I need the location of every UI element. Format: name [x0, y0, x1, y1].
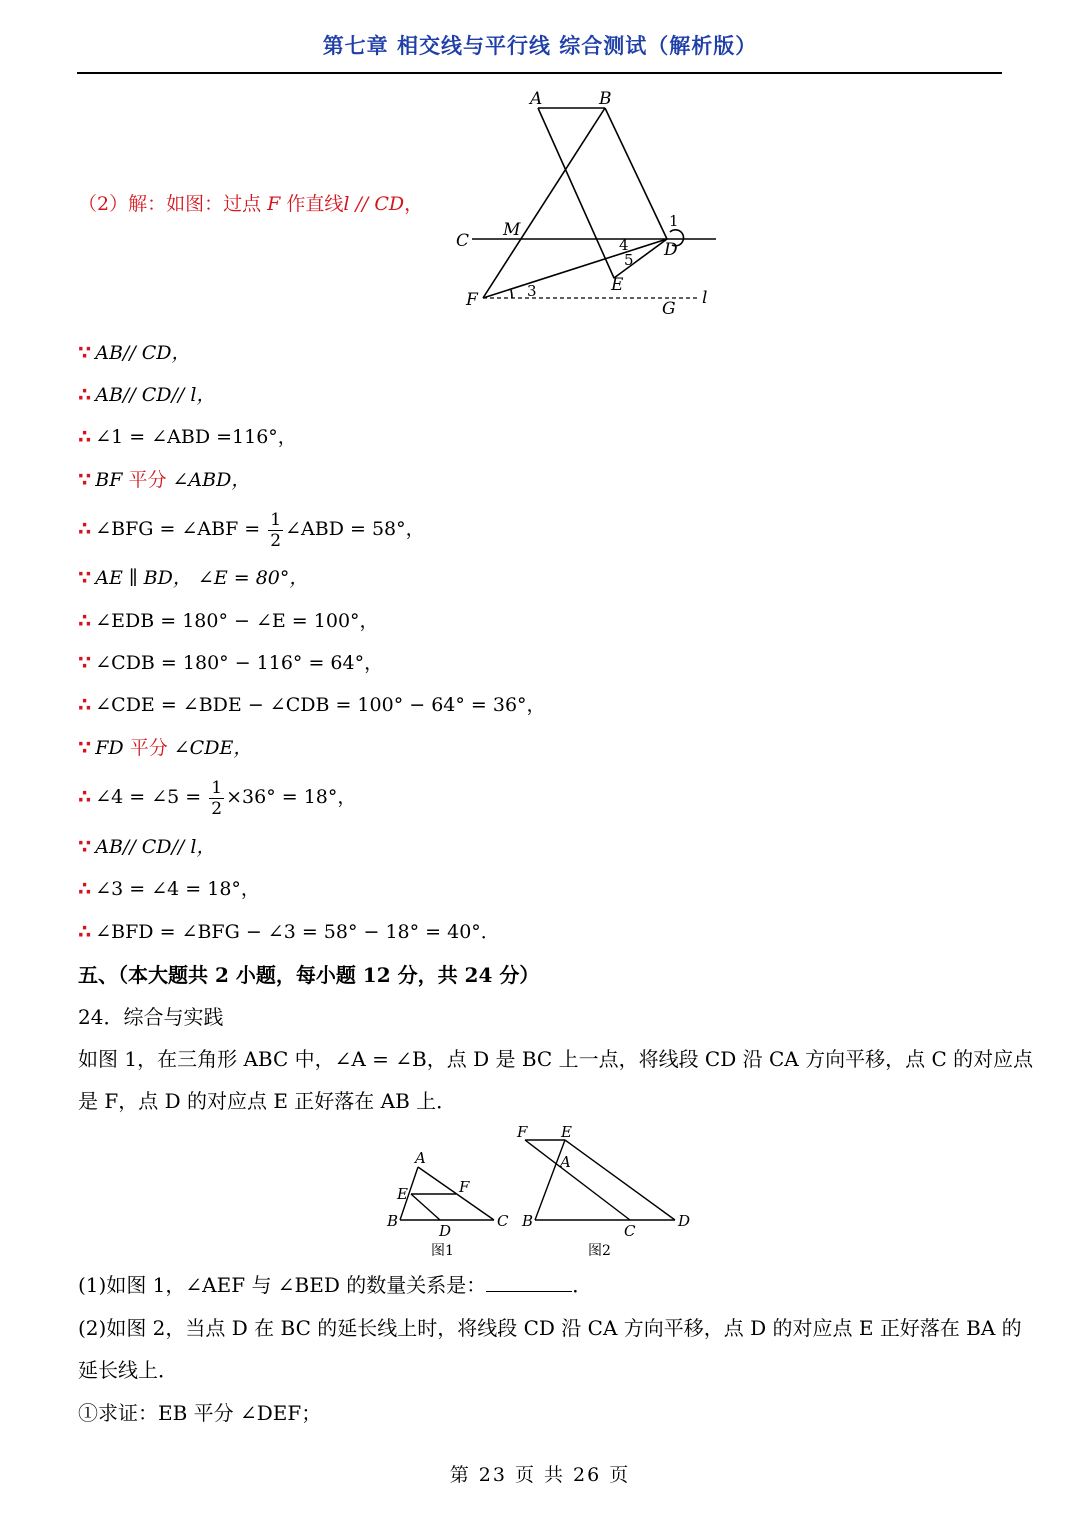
solution-line-1: ∵ AB// CD， [78, 342, 191, 364]
fig2-segment-EB [535, 1140, 565, 1220]
solution-line-11: ∴ ∠4 = ∠5 = $\frac{1}{2}$ ×36° = 18°， [78, 777, 357, 819]
segment-BF [483, 108, 605, 298]
fig1-label-D: D [439, 1222, 452, 1240]
label-A: A [530, 89, 543, 109]
question-24-para-1: 如图 1，在三角形 ABC 中，∠A = ∠B，点 D 是 BC 上一点，将线段 CD 沿 CA 方向平移，点 C 的对应点 [78, 1047, 1034, 1071]
fig2-label-E: E [561, 1123, 572, 1141]
segment-FD [483, 239, 667, 298]
label-C: C [456, 231, 470, 251]
header-divider [77, 72, 1002, 74]
solution-line-6: ∵ AE ∥ BD， ∠E = 80°， [78, 567, 309, 589]
fig2-segment-FC [525, 1140, 630, 1220]
label-E: E [611, 275, 624, 295]
fig1-label-A: A [415, 1149, 426, 1167]
label-D: D [664, 240, 678, 260]
solution-line-13: ∴ ∠3 = ∠4 = 18°， [78, 878, 260, 900]
label-F: F [466, 290, 478, 310]
segment-AE [538, 108, 614, 278]
fig2-label-B: B [522, 1212, 534, 1230]
fig2-label-F: F [517, 1123, 528, 1141]
label-B: B [599, 89, 612, 109]
page-footer: 第 23 页 共 26 页 [449, 1464, 631, 1486]
solution-line-8: ∵ ∠CDB = 180° − 116° = 64°， [78, 652, 384, 674]
fig1-segment-ED [411, 1194, 440, 1220]
section-5-title: 五、（本大题共 2 小题，每小题 12 分，共 24 分） [78, 963, 540, 987]
question-24-part-2-line-2: 延长线上． [78, 1358, 178, 1382]
solution-line-10: ∵ FD 平分 ∠CDE， [78, 737, 253, 759]
solution-line-12: ∵ AB// CD// l， [78, 836, 216, 858]
solution-line-2: ∴ AB// CD// l， [78, 384, 216, 406]
question-figures [380, 1120, 700, 1265]
solution-line-5: ∴ ∠BFG = ∠ABF = $\frac{1}{2}$ ∠ABD = 58°， [78, 509, 425, 551]
fig2-label-D: D [678, 1212, 691, 1230]
fraction-half: $\frac{1}{2}$ [211, 777, 223, 819]
solution-line-14: ∴ ∠BFD = ∠BFG − ∠3 = 58° − 18° = 40°． [78, 921, 500, 943]
question-24-part-1: (1)如图 1，∠AEF 与 ∠BED 的数量关系是： ． [78, 1273, 593, 1297]
fig1-label-F: F [459, 1178, 470, 1196]
main-geometry-figure [440, 85, 740, 325]
label-angle-1: 1 [669, 212, 679, 230]
solution-line-7: ∴ ∠EDB = 180° − ∠E = 100°， [78, 610, 379, 632]
fig2-segment-ED [565, 1140, 675, 1220]
fig1-caption: 图1 [431, 1243, 454, 1259]
label-angle-4: 4 [619, 236, 629, 254]
solution-line-9: ∴ ∠CDE = ∠BDE − ∠CDB = 100° − 64° = 36°， [78, 694, 546, 716]
fig2-label-A: A [560, 1153, 571, 1171]
fig1-label-B: B [387, 1212, 399, 1230]
fraction-half: $\frac{1}{2}$ [270, 509, 282, 551]
segment-BD [605, 108, 667, 239]
question-24-para-2: 是 F，点 D 的对应点 E 正好落在 AB 上． [78, 1089, 457, 1113]
fig2-caption: 图2 [588, 1243, 611, 1259]
question-24-part-2-sub-1: ①求证：EB 平分 ∠DEF； [78, 1401, 322, 1425]
question-24-part-2-line-1: (2)如图 2，当点 D 在 BC 的延长线上时，将线段 CD 沿 CA 方向平移，点 D 的对应点 E 正好落在 BA 的 [78, 1316, 1022, 1340]
angle-3-arc [511, 290, 512, 298]
label-l: l [702, 288, 708, 308]
label-M: M [503, 220, 521, 240]
label-G: G [662, 299, 676, 319]
fig1-label-C: C [497, 1212, 509, 1230]
solution-intro: （2）解：如图：过点 F 作直线l // CD， [78, 193, 424, 215]
solution-line-4: ∵ BF 平分 ∠ABD， [78, 469, 251, 491]
label-angle-5: 5 [624, 251, 634, 269]
question-24-title: 24．综合与实践 [78, 1005, 224, 1029]
label-angle-3: 3 [527, 282, 537, 300]
solution-line-3: ∴ ∠1 = ∠ABD =116°， [78, 426, 297, 448]
fig2-label-C: C [624, 1222, 636, 1240]
fig1-label-E: E [397, 1185, 408, 1203]
page-header-title: 第七章 相交线与平行线 综合测试（解析版） [322, 34, 758, 58]
answer-blank[interactable] [486, 1275, 572, 1292]
